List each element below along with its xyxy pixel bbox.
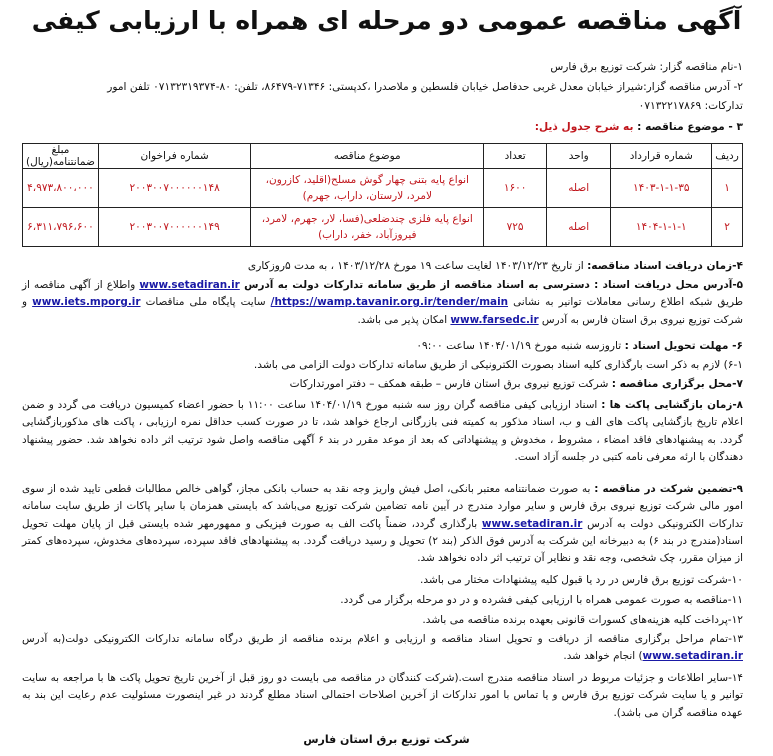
item-5-text2: واطلاع از آگهی مناقصه از طریق	[22, 279, 743, 309]
item-6-1-note: ۶-۱) لازم به ذکر است بارگذاری کلیه اسناد بصورت الکترونیکی از طریق سامانه تدارکات دولت الزامی می باشد.	[253, 359, 743, 371]
item-7-text: شرکت توزیع نیروی برق استان فارس – طبقه همکف – دفتر امورتدارکات	[289, 378, 612, 390]
table-row	[23, 169, 743, 208]
cell-row-number: ۱	[712, 169, 743, 208]
item-5-text3: شبکه اطلاع رسانی معاملات توانیر به نشانی	[508, 296, 713, 309]
farsedc-link[interactable]: www.farsedc.ir	[450, 313, 539, 326]
item-9-text2: بارگذاری گردد، ضمناً پاکت الف به صورت فیزیکی و ممهورمهر شده بایستی قبل از پایان مهلت تحویل اسناد(مندرج در بند ۶) به دبیرخانه این شرکت به آدرس فوق الذکر (بند ۲) تحویل و رسید دریافت گردد. به پیشنهادهای فاقد سپرده، سپرده‌های مخدوش، سپرده‌های کمتر از میزان مقرر، چک شخصی، وجه نقد و نظایر آن ترتیب اثر داده نخواهد شد.	[22, 517, 744, 565]
item-8-opening	[22, 397, 743, 466]
header-row-number: ردیف	[712, 144, 743, 169]
item-4-text: از تاریخ ۱۴۰۳/۱۲/۲۳ لغایت ساعت ۱۹ مورخ ۱۴۰۳/۱۲/۲۸ ، به مدت ۵روزکاری	[247, 260, 588, 272]
cell-guarantee-amount: ۴،۹۷۳،۸۰۰،۰۰۰	[23, 169, 99, 208]
cell-guarantee-amount: ۶،۳۱۱،۷۹۶،۶۰۰	[23, 208, 99, 247]
cell-unit: اصله	[546, 169, 611, 208]
item-4-receive-time	[22, 257, 743, 275]
header-unit: واحد	[546, 144, 611, 169]
item-6-text: تاروزسه شنبه مورخ ۱۴۰۴/۰۱/۱۹ ساعت ۰۹:۰۰	[416, 340, 625, 352]
item-2-address-line1: ۲- آدرس مناقصه گزار:شیراز خیابان معدل غربی حدفاصل خیابان فلسطین و ملاصدرا ،کدپستی: ۷۱۳۴۶-۸۶۴۷۹، تلفن: ۸۰-۰۷۱۳۲۳۱۹۳۷۴ تلفن امور	[107, 81, 743, 93]
cell-call-number: ۲۰۰۳۰۰۷۰۰۰۰۰۰۱۴۸	[98, 169, 250, 208]
cell-contract-number: ۱۴۰۳-۱-۱-۳۵	[611, 169, 712, 208]
header-guarantee-amount: مبلغ ضمانتنامه(ریال)	[23, 144, 99, 169]
table-header-row	[23, 144, 743, 169]
item-7-venue	[22, 375, 743, 393]
header-call-number: شماره فراخوان	[98, 144, 250, 169]
tavanir-link[interactable]: https://wamp.tavanir.org.ir/tender/main/	[270, 296, 509, 309]
item-5-label: ۵-آدرس محل دریافت اسناد :	[594, 279, 743, 291]
item-3-subject	[22, 118, 743, 136]
item-12: ۱۲-پرداخت کلیه هزینه‌های کسورات قانونی بعهده برنده مناقصه می باشد.	[422, 614, 743, 626]
signature: شرکت توزیع برق استان فارس	[303, 733, 470, 746]
iets-link[interactable]: www.iets.mporg.ir	[32, 296, 141, 309]
item-3-label: ۳ - موضوع مناقصه :	[637, 121, 743, 133]
cell-subject: انواع پایه فلزی چندضلعی(فسا، لار، جهرم، لامرد، فیروزآباد، خفر، داراب)	[251, 208, 484, 247]
cell-subject: انواع پایه بتنی چهار گوش مسلح(اقلید، کازرون، لامرد، لارستان، داراب، جهرم)	[251, 169, 484, 208]
item-8-label: ۸-زمان بازگشایی پاکت ها :	[601, 399, 743, 411]
table-row	[23, 208, 743, 247]
item-7-label: ۷-محل برگزاری مناقصه :	[611, 378, 743, 390]
cell-unit: اصله	[546, 208, 611, 247]
cell-call-number: ۲۰۰۳۰۰۷۰۰۰۰۰۰۱۴۹	[98, 208, 250, 247]
item-6-label: ۶- مهلت تحویل اسناد :	[624, 340, 743, 352]
cell-quantity: ۱۶۰۰	[484, 169, 547, 208]
item-9-text1: به صورت ضمانتنامه معتبر بانکی، اصل فیش واریز وجه نقد به حساب بانکی مجاز، گواهی خالص مطالبات قطعی تایید شده از سوی امور مالی شرکت توزیع نیروی برق فارس و سایر موارد مندرج در آیین نامه تضامین شرکت توزیع می‌باشد که بایستی همزمان با سایر پاکات از طریق سایت سامانه تدارکات الکترونیکی دولت به آدرس	[22, 483, 743, 530]
item-5-text4: سایت پایگاه ملی مناقصات	[140, 296, 271, 309]
header-contract-number: شماره قرارداد	[611, 144, 712, 169]
page-title: آگهی مناقصه عمومی دو مرحله ای همراه با ارزیابی کیفی	[31, 6, 742, 35]
item-13-text1: ۱۳-تمام مراحل برگزاری مناقصه از دریافت و تحویل اسناد مناقصه و ارزیابی و اعلام برنده مناقصه از طریق درگاه سامانه تدارکات الکترونیکی دولت(به آدرس	[22, 633, 743, 645]
item-1-tender-holder: ۱-نام مناقصه گزار: شرکت توزیع برق فارس	[550, 61, 743, 73]
item-13	[22, 631, 743, 666]
item-9-guarantee	[22, 481, 743, 567]
item-5-receive-address	[22, 277, 743, 329]
item-2-address-line2: تدارکات: ۰۷۱۳۲۲۱۷۸۶۹	[638, 100, 743, 112]
item-4-label: ۴-زمان دریافت اسناد مناقصه:	[587, 260, 743, 272]
item-5-text6: توزیع نیروی برق استان فارس به آدرس	[538, 313, 711, 326]
setadiran-link[interactable]: www.setadiran.ir	[139, 279, 240, 291]
header-quantity: تعداد	[484, 144, 547, 169]
cell-row-number: ۲	[712, 208, 743, 247]
item-3-red-text: به شرح جدول ذیل:	[534, 121, 634, 133]
item-13-text2: ) انجام خواهد شد.	[563, 650, 643, 663]
header-subject: موضوع مناقصه	[251, 144, 484, 169]
item-9-label: ۹-تضمین شرکت در مناقصه :	[594, 483, 744, 495]
setadiran-link[interactable]: www.setadiran.ir	[642, 650, 743, 663]
item-8-text: اسناد ارزیابی کیفی مناقصه گران روز سه شنبه مورخ ۱۴۰۴/۰۱/۱۹ ساعت ۱۱:۰۰ با حضور اعضاء کمیسیون دریافت می گردد و ضمن اعلام تاریخ بازگشایی پاکت های الف و ب، اسناد مذکور به کمیته فنی بازرگانی ارجاع خواهد شد، تا در صورت کسب حداقل نمره ارزیابی ، پاکت های مذکوربازگشایی گردد. به پیشنهادهای فاقد امضاء ، مشروط ، مخدوش و پیشنهاداتی که بعد از موعد مقرر در بند ۶ آگهی مناقصه واصل شود ترتیب اثر داده نخواهد شد. حضور پیشنهاد دهندگان با ارئه معرفی نامه کتبی در جلسه آزاد است.	[22, 399, 743, 463]
item-5-text5: و شرکت	[22, 296, 743, 326]
cell-quantity: ۷۲۵	[484, 208, 547, 247]
item-10: ۱۰-شرکت توزیع برق فارس در رد یا قبول کلیه پیشنهادات مختار می باشد.	[419, 574, 743, 586]
tender-table	[22, 143, 743, 247]
setadiran-link[interactable]: www.setadiran.ir	[481, 517, 583, 530]
item-6-deadline	[22, 337, 743, 355]
item-5-text1: دسترسی به اسناد مناقصه از طریق سامانه تدارکات دولت به آدرس	[239, 279, 595, 291]
item-14: ۱۴-سایر اطلاعات و جزئیات مربوط در اسناد مناقصه مندرج است.(شرکت کنندگان در مناقصه می بایست دو روز قبل از آخرین تاریخ تحویل پاکت ها با مراجعه به سایت توانیر و یا سایت شرکت توزیع برق فارس و یا تماس با امور تدارکات از آخرین اصلاحات احتمالی اسناد مطلع گردند در غیر اینصورت مسئولیت عدم رعایت این بند به عهده مناقصه گران می باشد).	[22, 672, 743, 719]
item-11: ۱۱-مناقصه به صورت عمومی همراه با ارزیابی کیفی فشرده و در دو مرحله برگزار می گردد.	[340, 594, 743, 606]
item-5-text7: امکان پذیر می باشد.	[357, 313, 451, 326]
cell-contract-number: ۱۴۰۴-۱-۱-۱	[611, 208, 712, 247]
